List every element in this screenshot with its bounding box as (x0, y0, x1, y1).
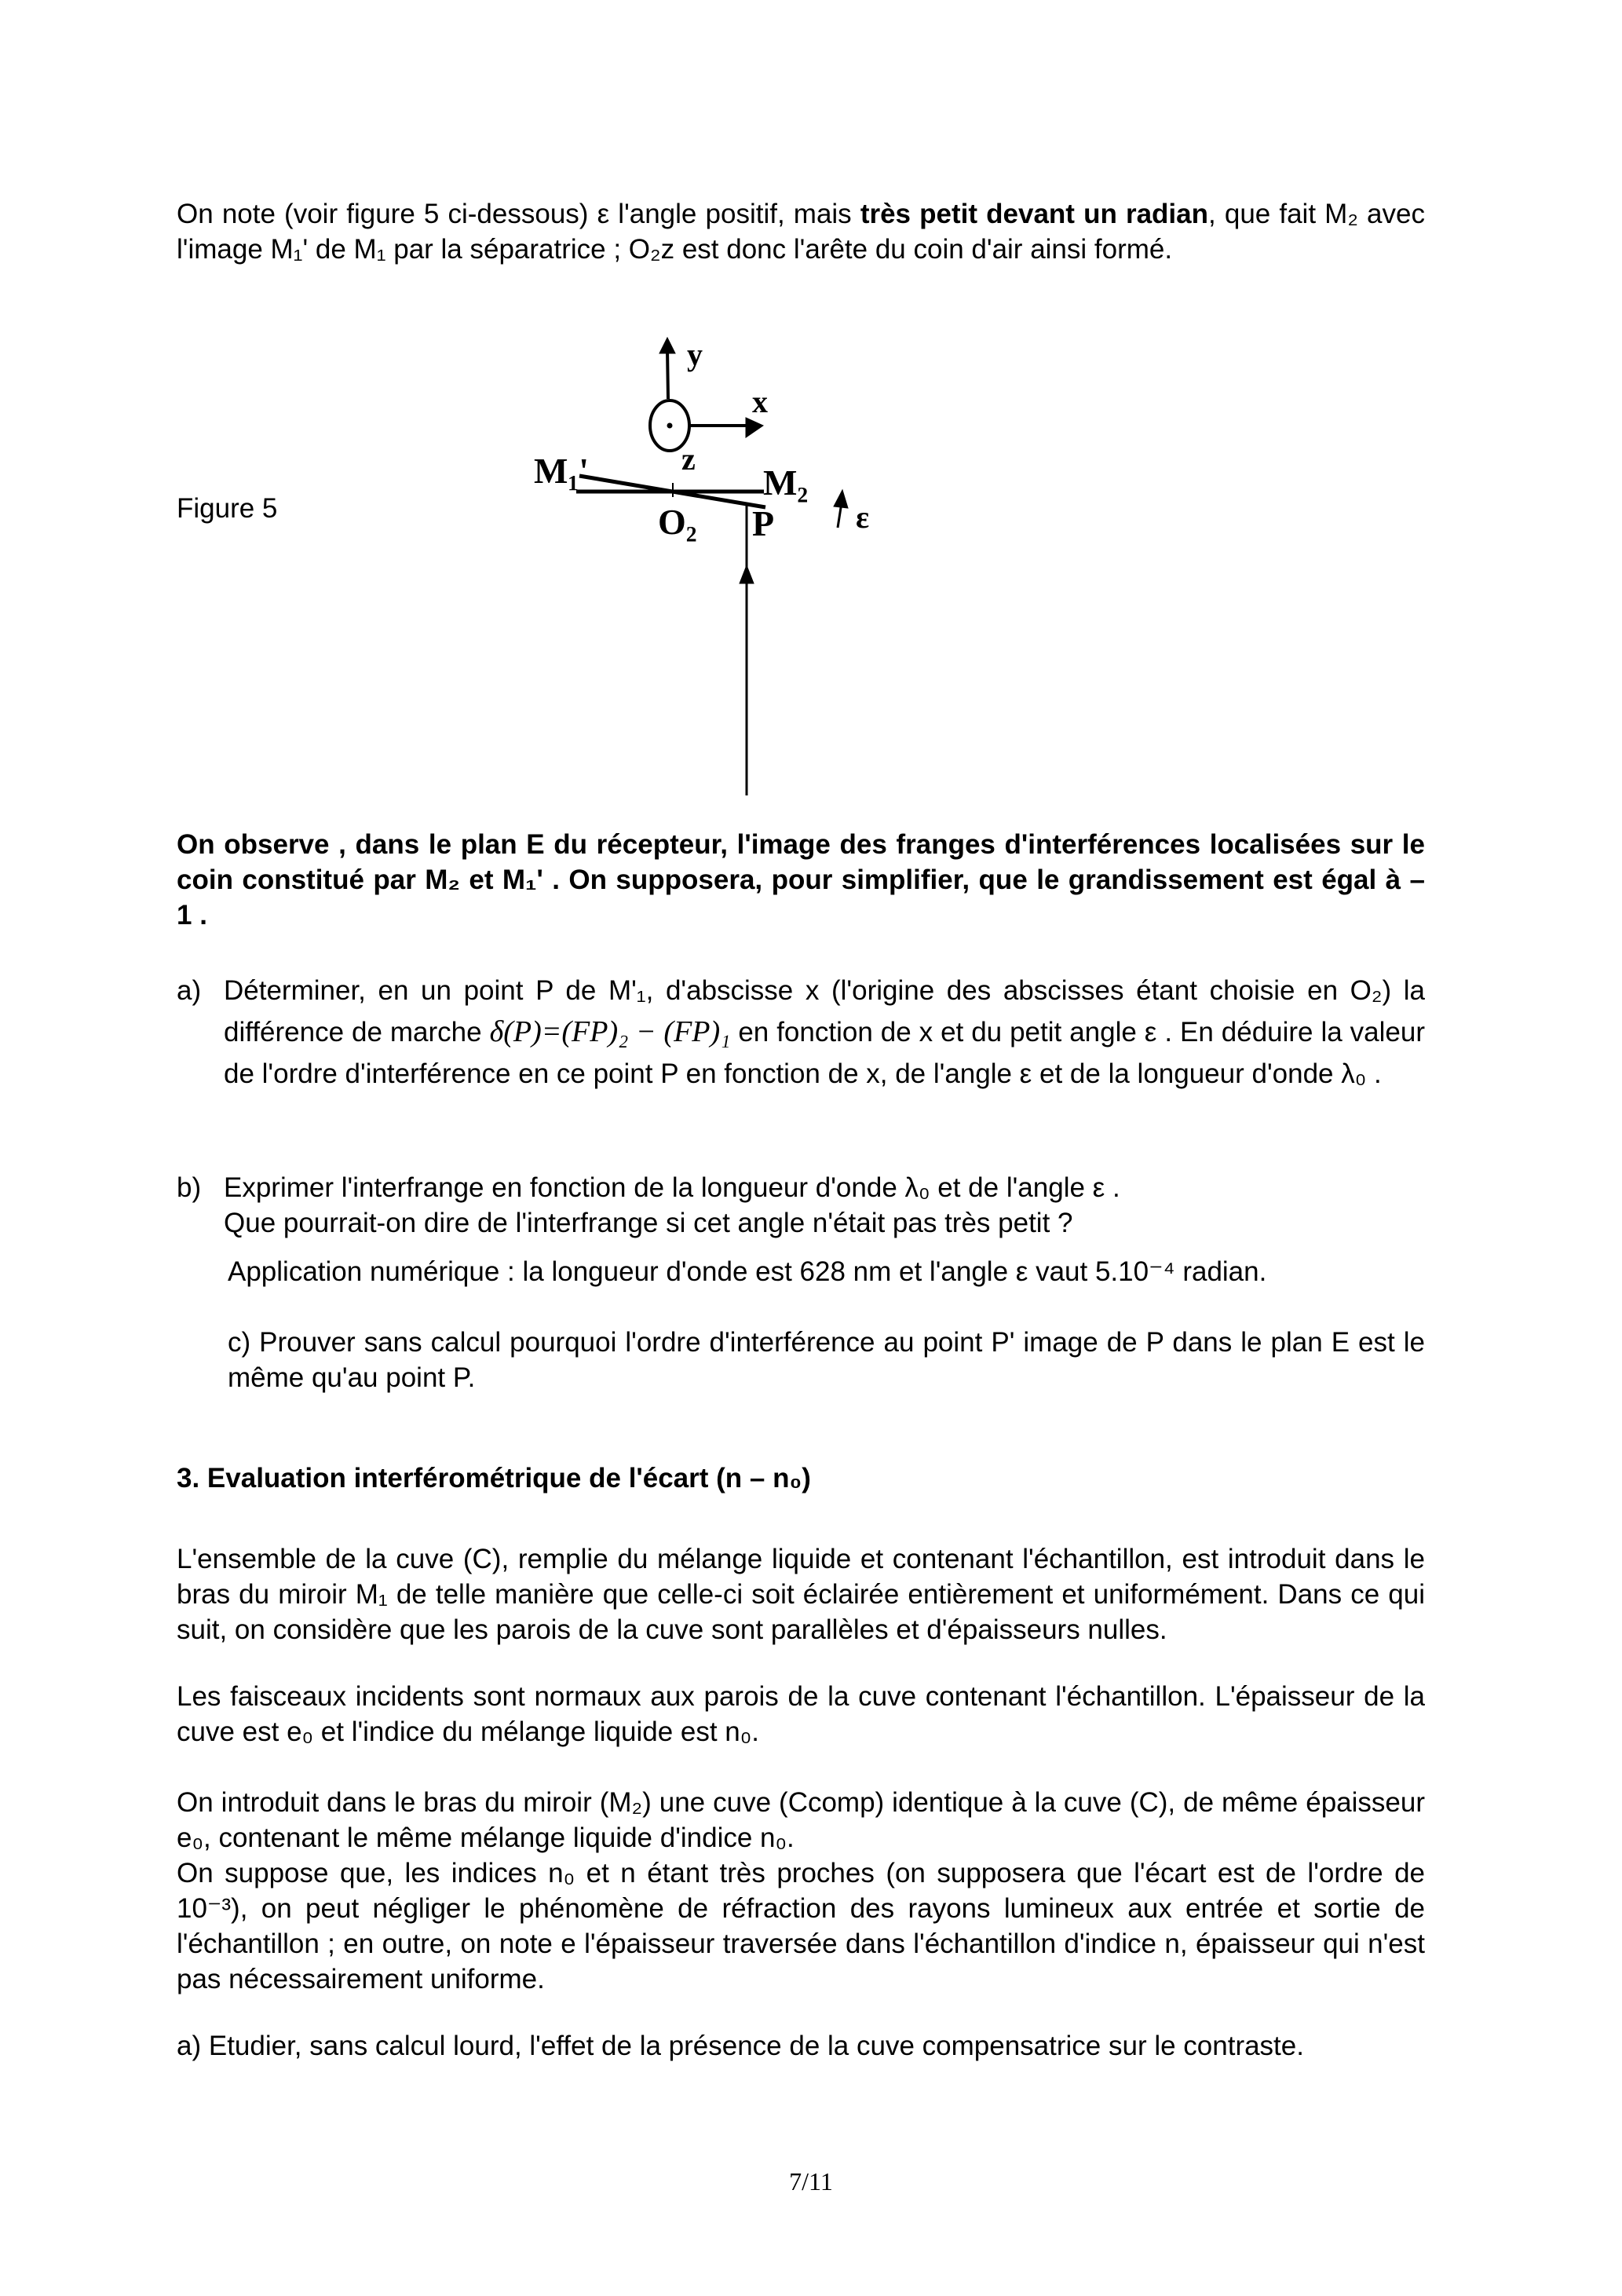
label-m2: M₂ (763, 462, 809, 503)
section-3-paragraph-3: On introduit dans le bras du miroir (M₂) une cuve (Ccomp) identique à la cuve (C), de même épaisseur e₀, contenant le même mélange liquide d'indice n₀. (177, 1787, 1425, 1853)
question-a-label: a) (177, 975, 202, 1006)
intro-bold: très petit devant un radian (860, 199, 1208, 229)
section-3-question-a: a) Etudier, sans calcul lourd, l'effet de la présence de la cuve compensatrice sur le contraste. (177, 2031, 1304, 2061)
path-difference-formula: δ(P)=(FP)₂ − (FP)₁ (489, 1015, 731, 1048)
question-c: c) Prouver sans calcul pourquoi l'ordre d'interférence au point P' image de P dans le plan E est le même qu'au point P. (228, 1327, 1425, 1393)
label-x: x (752, 384, 768, 419)
question-b-line2: Que pourrait-on dire de l'interfrange si cet angle n'était pas très petit ? (224, 1208, 1073, 1238)
section-3-paragraph-4: On suppose que, les indices n₀ et n étant très proches (on supposera que l'écart est de l'ordre de 10⁻³), on peut négliger le phénomène de réfraction des rayons lumineux aux entrée et sortie de l'échantillon ; en outre, on note e l'épaisseur traversée dans l'échantillon d'indice n, épaisseur qui n'est pas nécessairement uniforme. (177, 1858, 1425, 1994)
label-z: z (681, 441, 696, 477)
page-number: 7/11 (789, 2167, 833, 2195)
section-3-paragraph-1: L'ensemble de la cuve (C), remplie du mélange liquide et contenant l'échantillon, est introduit dans le bras du miroir M₁ de telle manière que celle-ci soit éclairée entièrement et uniformément. Dans ce qui suit, on considère que les parois de la cuve sont parallèles et d'épaisseurs nulles. (177, 1544, 1425, 1645)
question-a (177, 970, 1425, 1095)
label-p: P (752, 503, 775, 543)
section-3-heading: 3. Evaluation interférométrique de l'écart (n – n₀) (177, 1463, 811, 1493)
figure-5-diagram (0, 0, 1622, 864)
intro-text: On note (voir figure 5 ci-dessous) ε l'angle positif, mais (177, 199, 860, 229)
y-arrowhead (659, 338, 675, 353)
figure-caption: Figure 5 (177, 493, 278, 524)
section-3-paragraph-2: Les faisceaux incidents sont normaux aux parois de la cuve contenant l'échantillon. L'épaisseur de la cuve est e₀ et l'indice du mélange liquide est n₀. (177, 1681, 1425, 1747)
question-a-text-2: en fonction de x et du petit angle ε . En déduire la valeur de l'ordre d'interférence en ce point P en fonction de x, de l'angle ε et de la longueur d'onde λ₀ . (224, 1017, 1425, 1089)
y-axis-arrow (667, 349, 668, 399)
intro-text-2: , que fait M₂ avec l'image M₁' de M₁ par la séparatrice ; O₂z est donc l'arête du coin d'air ainsi formé. (177, 199, 1425, 265)
label-y: y (687, 337, 703, 372)
observation-paragraph: On observe , dans le plan E du récepteur, l'image des franges d'interférences localisées sur le coin constitué par M₂ et M₁' . On supposera, pour simplifier, que le grandissement est égal à – 1 . (177, 829, 1425, 930)
numerical-application: Application numérique : la longueur d'onde est 628 nm et l'angle ε vaut 5.10⁻⁴ radian. (228, 1256, 1267, 1287)
question-b-label: b) (177, 1172, 202, 1203)
question-b (177, 1170, 1425, 1241)
label-epsilon: ε (856, 499, 870, 535)
label-o2: O₂ (658, 502, 697, 542)
question-b-line1: Exprimer l'interfrange en fonction de la longueur d'onde λ₀ et de l'angle ε . (224, 1172, 1120, 1203)
label-m1-prime: M₁' (534, 451, 589, 491)
question-a-text: Déterminer, en un point P de M'₁, d'abscisse x (l'origine des abscisses étant choisie en O₂) la différence de marche (224, 975, 1425, 1047)
